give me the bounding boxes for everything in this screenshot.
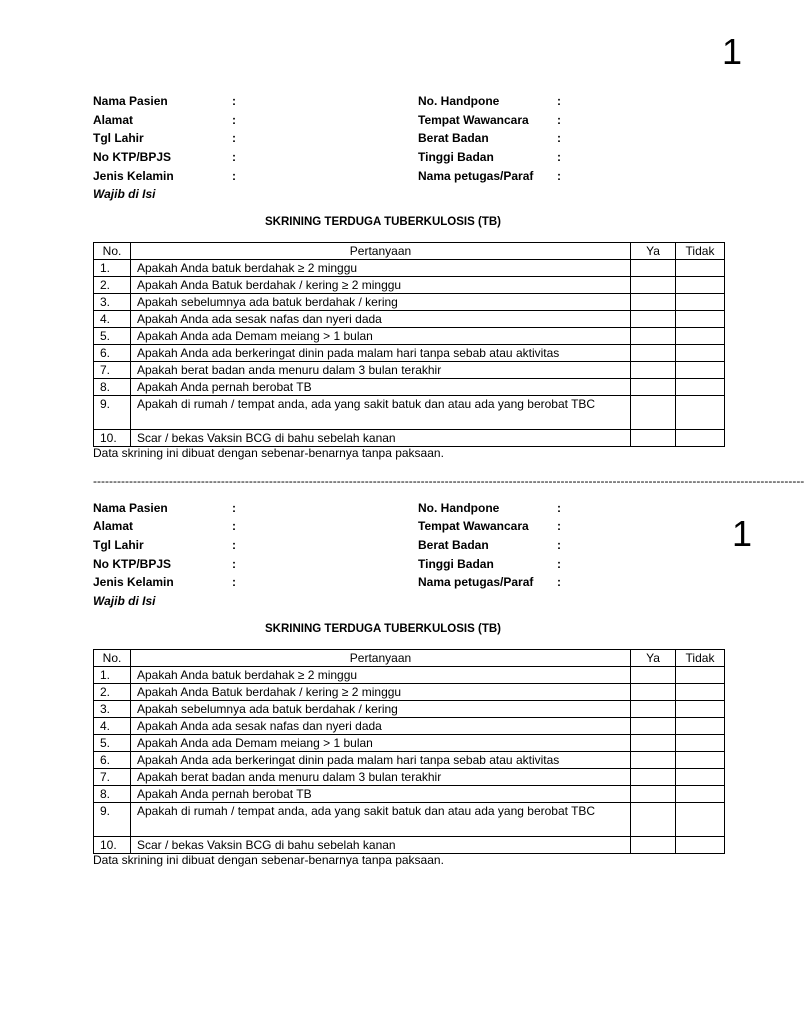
patient-info-section bbox=[93, 92, 725, 188]
question-text: Apakah Anda pernah berobat TB bbox=[131, 786, 631, 803]
patient-info-section bbox=[93, 499, 725, 595]
header-yes: Ya bbox=[631, 243, 676, 260]
field-label-no-ktp-bpjs: No KTP/BPJS bbox=[93, 150, 172, 164]
table-row bbox=[94, 684, 725, 701]
answer-no-cell[interactable] bbox=[676, 667, 725, 684]
field-colon: : bbox=[232, 538, 236, 552]
footer-note: Data skrining ini dibuat dengan sebenar-benarnya tanpa paksaan. bbox=[93, 853, 444, 867]
question-text: Apakah di rumah / tempat anda, ada yang sakit batuk dan atau ada yang berobat TBC bbox=[131, 396, 631, 430]
question-text: Apakah Anda ada berkeringat dinin pada malam hari tanpa sebab atau aktivitas bbox=[131, 345, 631, 362]
answer-no-cell[interactable] bbox=[676, 260, 725, 277]
answer-no-cell[interactable] bbox=[676, 362, 725, 379]
answer-yes-cell[interactable] bbox=[631, 786, 676, 803]
answer-yes-cell[interactable] bbox=[631, 803, 676, 837]
field-colon: : bbox=[232, 501, 236, 515]
answer-yes-cell[interactable] bbox=[631, 684, 676, 701]
question-number: 1. bbox=[94, 260, 131, 277]
question-text: Apakah Anda ada berkeringat dinin pada malam hari tanpa sebab atau aktivitas bbox=[131, 752, 631, 769]
field-label-jenis-kelamin: Jenis Kelamin bbox=[93, 169, 174, 183]
question-number: 10. bbox=[94, 430, 131, 447]
field-colon: : bbox=[232, 557, 236, 571]
cut-line-divider: ---------------------------------------------------------------------------------------------------------------------------------------------------------------------------------- bbox=[93, 474, 804, 488]
question-number: 2. bbox=[94, 277, 131, 294]
answer-no-cell[interactable] bbox=[676, 396, 725, 430]
field-colon: : bbox=[232, 575, 236, 589]
table-header-row bbox=[94, 243, 725, 260]
field-colon: : bbox=[232, 94, 236, 108]
field-colon: : bbox=[557, 557, 561, 571]
field-label-tinggi-badan: Tinggi Badan bbox=[418, 557, 494, 571]
field-colon: : bbox=[232, 131, 236, 145]
answer-yes-cell[interactable] bbox=[631, 701, 676, 718]
question-text: Apakah berat badan anda menuru dalam 3 bulan terakhir bbox=[131, 362, 631, 379]
answer-yes-cell[interactable] bbox=[631, 837, 676, 854]
table-row bbox=[94, 667, 725, 684]
answer-no-cell[interactable] bbox=[676, 735, 725, 752]
header-no-answer: Tidak bbox=[676, 650, 725, 667]
question-number: 5. bbox=[94, 735, 131, 752]
answer-no-cell[interactable] bbox=[676, 718, 725, 735]
table-row bbox=[94, 803, 725, 837]
header-question: Pertanyaan bbox=[131, 650, 631, 667]
header-no-answer: Tidak bbox=[676, 243, 725, 260]
answer-no-cell[interactable] bbox=[676, 311, 725, 328]
table-row bbox=[94, 379, 725, 396]
answer-no-cell[interactable] bbox=[676, 294, 725, 311]
question-number: 10. bbox=[94, 837, 131, 854]
field-label-alamat: Alamat bbox=[93, 113, 134, 127]
field-label-tgl-lahir: Tgl Lahir bbox=[93, 538, 144, 552]
field-label-nama-petugas: Nama petugas/Paraf bbox=[418, 575, 534, 589]
screening-table bbox=[93, 242, 725, 447]
question-number: 3. bbox=[94, 294, 131, 311]
field-colon: : bbox=[557, 94, 561, 108]
answer-no-cell[interactable] bbox=[676, 684, 725, 701]
answer-yes-cell[interactable] bbox=[631, 294, 676, 311]
answer-yes-cell[interactable] bbox=[631, 430, 676, 447]
required-note: Wajib di Isi bbox=[93, 594, 156, 608]
question-number: 9. bbox=[94, 396, 131, 430]
field-colon: : bbox=[557, 131, 561, 145]
field-colon: : bbox=[557, 150, 561, 164]
table-row bbox=[94, 328, 725, 345]
answer-yes-cell[interactable] bbox=[631, 667, 676, 684]
page-number: 1 bbox=[732, 513, 753, 554]
question-text: Apakah Anda ada Demam meiang > 1 bulan bbox=[131, 735, 631, 752]
field-label-tempat-wawancara: Tempat Wawancara bbox=[418, 113, 529, 127]
field-label-alamat: Alamat bbox=[93, 519, 134, 533]
field-label-berat-badan: Berat Badan bbox=[418, 538, 489, 552]
answer-yes-cell[interactable] bbox=[631, 345, 676, 362]
table-row bbox=[94, 430, 725, 447]
field-label-berat-badan: Berat Badan bbox=[418, 131, 489, 145]
field-label-tempat-wawancara: Tempat Wawancara bbox=[418, 519, 529, 533]
question-text: Apakah sebelumnya ada batuk berdahak / kering bbox=[131, 701, 631, 718]
table-row bbox=[94, 260, 725, 277]
table-row bbox=[94, 752, 725, 769]
answer-no-cell[interactable] bbox=[676, 837, 725, 854]
field-colon: : bbox=[557, 519, 561, 533]
question-text: Apakah Anda batuk berdahak ≥ 2 minggu bbox=[131, 667, 631, 684]
field-colon: : bbox=[557, 538, 561, 552]
field-colon: : bbox=[232, 113, 236, 127]
question-text: Apakah Anda batuk berdahak ≥ 2 minggu bbox=[131, 260, 631, 277]
field-colon: : bbox=[557, 169, 561, 183]
question-text: Apakah Anda Batuk berdahak / kering ≥ 2 minggu bbox=[131, 684, 631, 701]
table-row bbox=[94, 701, 725, 718]
screening-table bbox=[93, 649, 725, 854]
answer-yes-cell[interactable] bbox=[631, 752, 676, 769]
question-number: 2. bbox=[94, 684, 131, 701]
field-label-nama-pasien: Nama Pasien bbox=[93, 501, 168, 515]
table-row bbox=[94, 718, 725, 735]
header-no: No. bbox=[94, 243, 131, 260]
table-row bbox=[94, 345, 725, 362]
field-label-no-handpone: No. Handpone bbox=[418, 94, 500, 108]
question-text: Apakah sebelumnya ada batuk berdahak / kering bbox=[131, 294, 631, 311]
question-number: 5. bbox=[94, 328, 131, 345]
footer-note: Data skrining ini dibuat dengan sebenar-benarnya tanpa paksaan. bbox=[93, 446, 444, 460]
question-number: 4. bbox=[94, 718, 131, 735]
question-text: Apakah Anda ada sesak nafas dan nyeri dada bbox=[131, 311, 631, 328]
table-row bbox=[94, 362, 725, 379]
field-label-no-ktp-bpjs: No KTP/BPJS bbox=[93, 557, 172, 571]
question-number: 6. bbox=[94, 752, 131, 769]
question-text: Scar / bekas Vaksin BCG di bahu sebelah kanan bbox=[131, 837, 631, 854]
question-number: 7. bbox=[94, 769, 131, 786]
question-text: Apakah di rumah / tempat anda, ada yang sakit batuk dan atau ada yang berobat TBC bbox=[131, 803, 631, 837]
table-row bbox=[94, 277, 725, 294]
answer-yes-cell[interactable] bbox=[631, 769, 676, 786]
page-number: 1 bbox=[722, 31, 743, 72]
question-text: Apakah Anda ada Demam meiang > 1 bulan bbox=[131, 328, 631, 345]
answer-yes-cell[interactable] bbox=[631, 362, 676, 379]
answer-no-cell[interactable] bbox=[676, 277, 725, 294]
required-note: Wajib di Isi bbox=[93, 187, 156, 201]
question-number: 4. bbox=[94, 311, 131, 328]
answer-yes-cell[interactable] bbox=[631, 277, 676, 294]
answer-yes-cell[interactable] bbox=[631, 311, 676, 328]
table-row bbox=[94, 837, 725, 854]
answer-no-cell[interactable] bbox=[676, 328, 725, 345]
field-label-nama-petugas: Nama petugas/Paraf bbox=[418, 169, 534, 183]
answer-yes-cell[interactable] bbox=[631, 396, 676, 430]
question-number: 9. bbox=[94, 803, 131, 837]
question-number: 6. bbox=[94, 345, 131, 362]
answer-no-cell[interactable] bbox=[676, 803, 725, 837]
answer-no-cell[interactable] bbox=[676, 345, 725, 362]
field-label-tinggi-badan: Tinggi Badan bbox=[418, 150, 494, 164]
screening-form bbox=[93, 499, 725, 867]
answer-no-cell[interactable] bbox=[676, 430, 725, 447]
answer-yes-cell[interactable] bbox=[631, 260, 676, 277]
header-question: Pertanyaan bbox=[131, 243, 631, 260]
table-row bbox=[94, 786, 725, 803]
field-colon: : bbox=[232, 169, 236, 183]
table-row bbox=[94, 294, 725, 311]
form-title: SKRINING TERDUGA TUBERKULOSIS (TB) bbox=[265, 623, 501, 635]
question-text: Apakah Anda Batuk berdahak / kering ≥ 2 minggu bbox=[131, 277, 631, 294]
table-row bbox=[94, 396, 725, 430]
field-label-no-handpone: No. Handpone bbox=[418, 501, 500, 515]
question-text: Apakah Anda pernah berobat TB bbox=[131, 379, 631, 396]
answer-yes-cell[interactable] bbox=[631, 735, 676, 752]
field-label-tgl-lahir: Tgl Lahir bbox=[93, 131, 144, 145]
question-text: Apakah Anda ada sesak nafas dan nyeri dada bbox=[131, 718, 631, 735]
field-label-jenis-kelamin: Jenis Kelamin bbox=[93, 575, 174, 589]
field-colon: : bbox=[557, 575, 561, 589]
answer-no-cell[interactable] bbox=[676, 752, 725, 769]
table-row bbox=[94, 769, 725, 786]
question-number: 8. bbox=[94, 379, 131, 396]
answer-yes-cell[interactable] bbox=[631, 718, 676, 735]
answer-yes-cell[interactable] bbox=[631, 379, 676, 396]
question-number: 1. bbox=[94, 667, 131, 684]
answer-no-cell[interactable] bbox=[676, 701, 725, 718]
question-number: 8. bbox=[94, 786, 131, 803]
answer-no-cell[interactable] bbox=[676, 379, 725, 396]
field-colon: : bbox=[232, 519, 236, 533]
question-number: 3. bbox=[94, 701, 131, 718]
table-header-row bbox=[94, 650, 725, 667]
answer-no-cell[interactable] bbox=[676, 769, 725, 786]
question-text: Scar / bekas Vaksin BCG di bahu sebelah kanan bbox=[131, 430, 631, 447]
field-colon: : bbox=[557, 501, 561, 515]
header-no: No. bbox=[94, 650, 131, 667]
header-yes: Ya bbox=[631, 650, 676, 667]
question-text: Apakah berat badan anda menuru dalam 3 bulan terakhir bbox=[131, 769, 631, 786]
field-label-nama-pasien: Nama Pasien bbox=[93, 94, 168, 108]
table-row bbox=[94, 735, 725, 752]
answer-yes-cell[interactable] bbox=[631, 328, 676, 345]
form-title: SKRINING TERDUGA TUBERKULOSIS (TB) bbox=[265, 216, 501, 228]
screening-form bbox=[93, 92, 725, 460]
field-colon: : bbox=[232, 150, 236, 164]
field-colon: : bbox=[557, 113, 561, 127]
question-number: 7. bbox=[94, 362, 131, 379]
table-row bbox=[94, 311, 725, 328]
answer-no-cell[interactable] bbox=[676, 786, 725, 803]
